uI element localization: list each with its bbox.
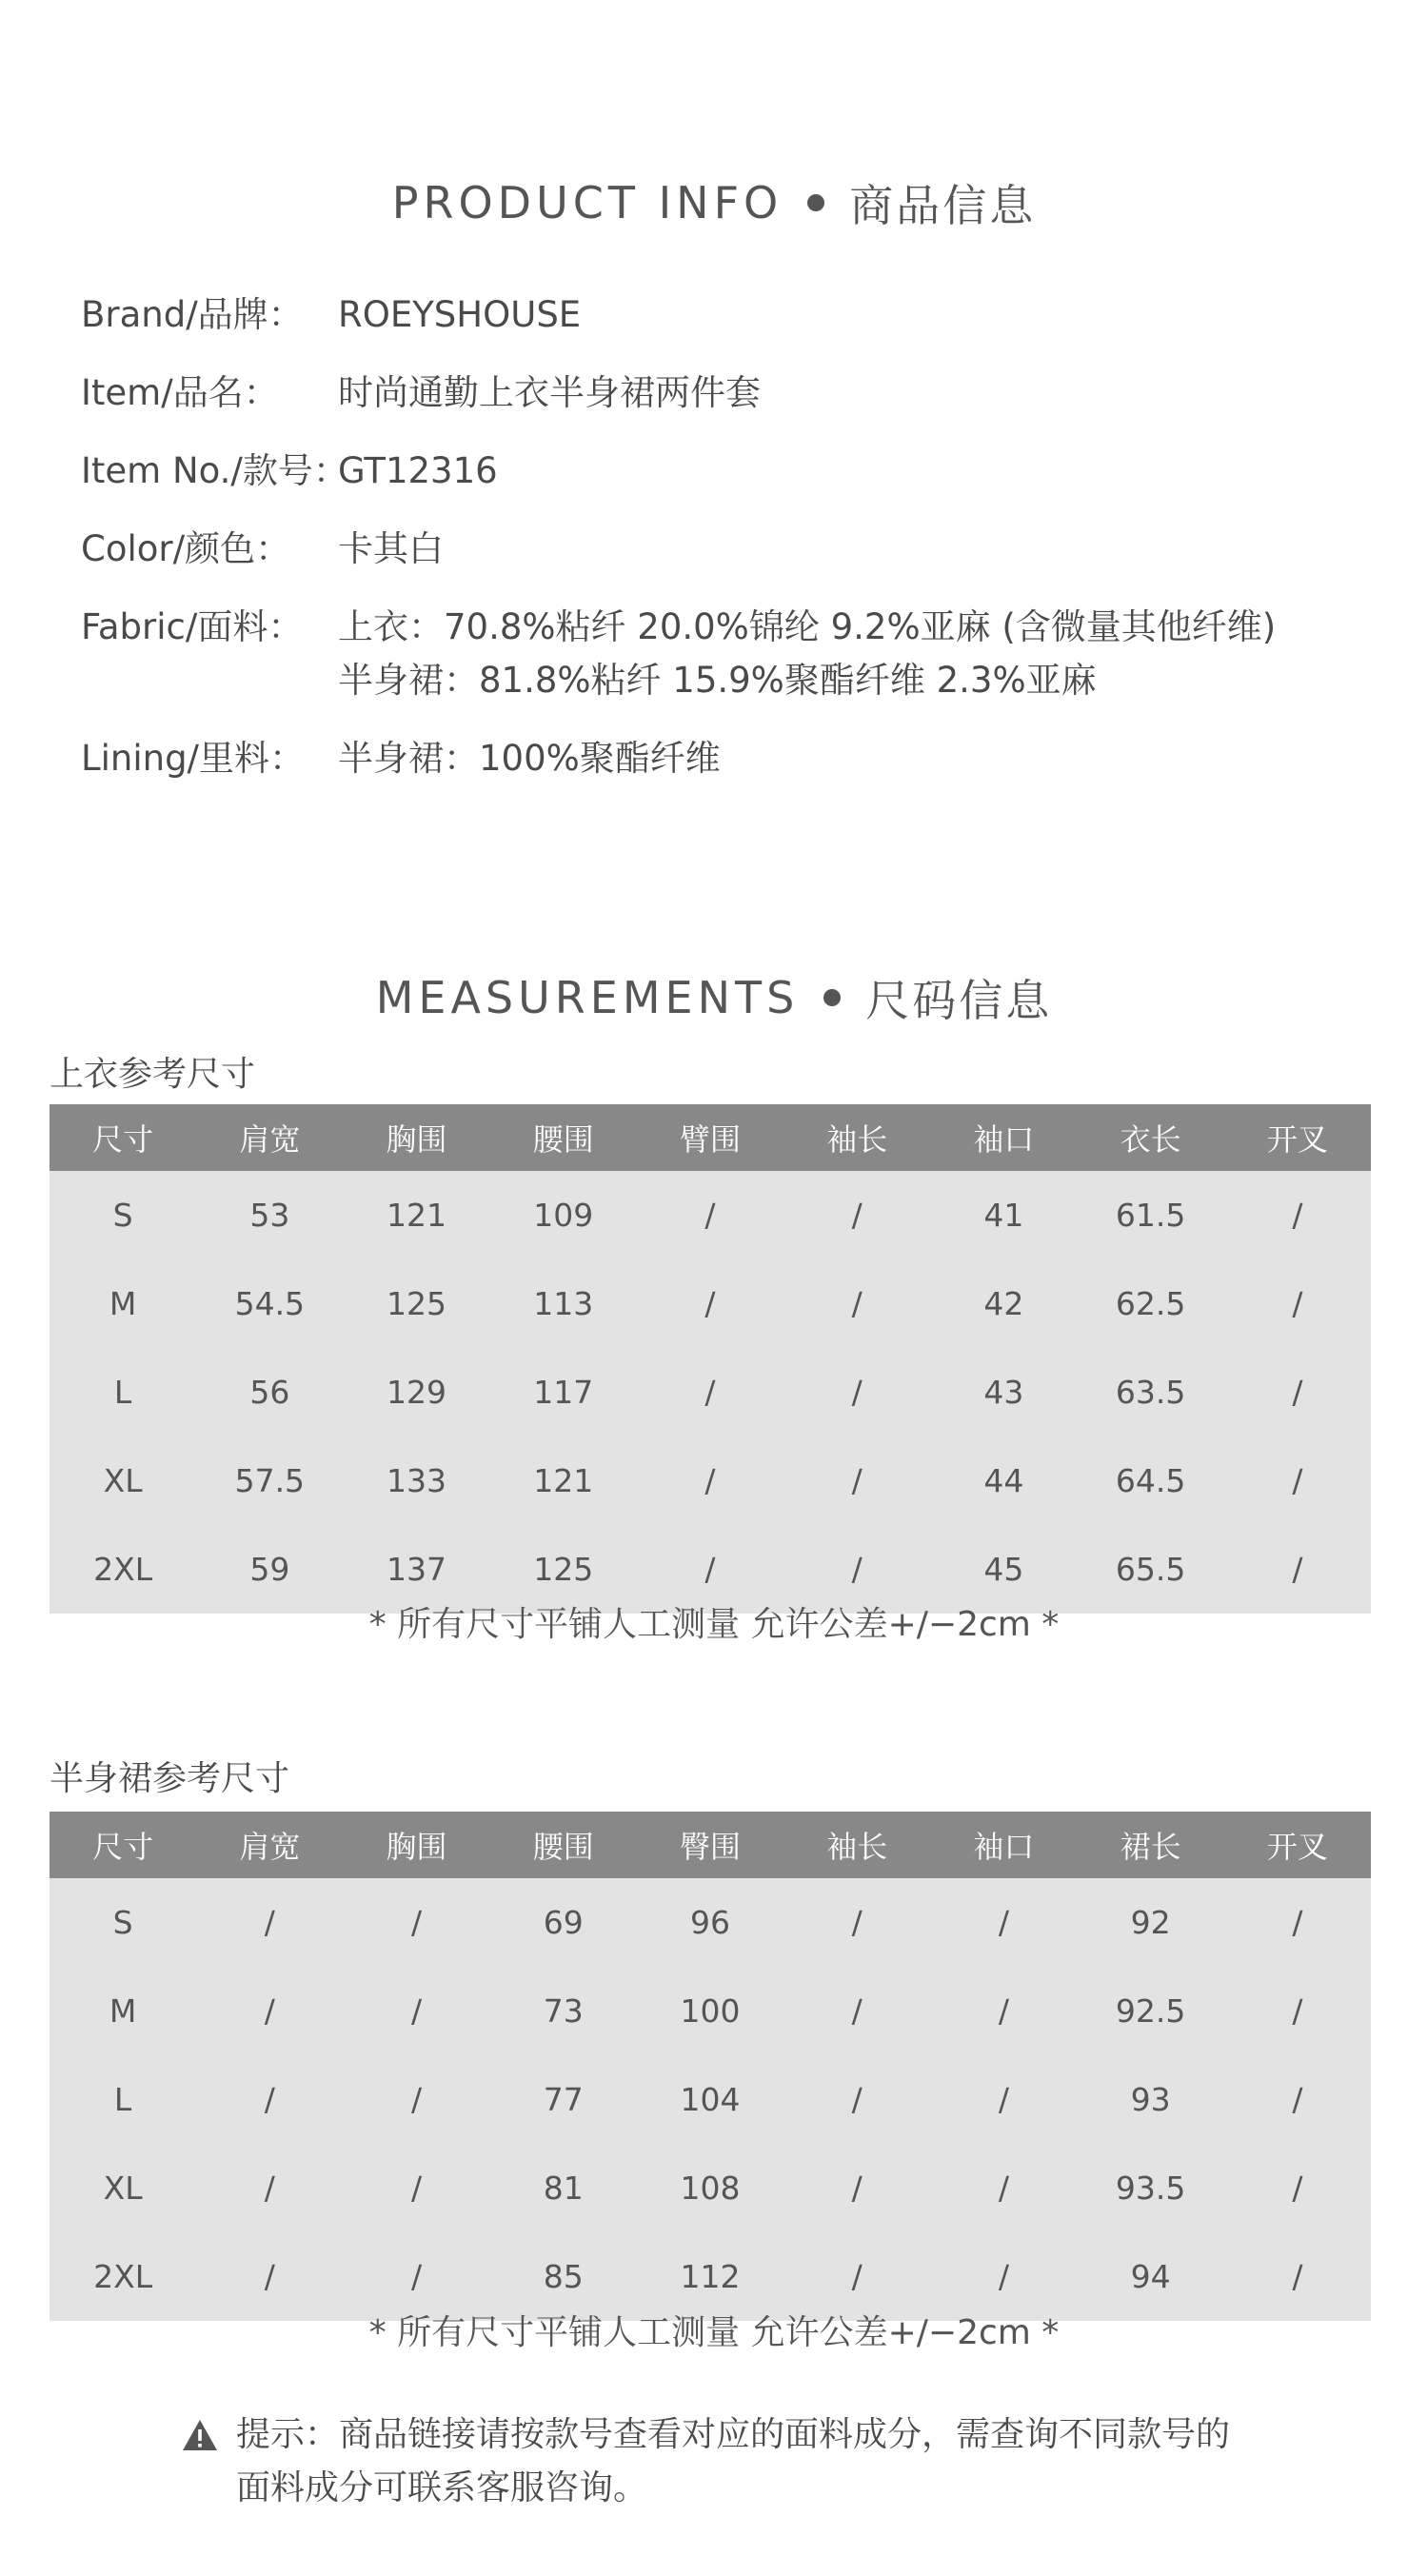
table-cell: 63.5 xyxy=(1078,1348,1224,1437)
info-row xyxy=(81,451,1376,491)
top-table-caption: 上衣参考尺寸 xyxy=(50,1055,256,1094)
table-cell: 129 xyxy=(343,1348,489,1437)
table-header-cell: 尺寸 xyxy=(50,1104,196,1171)
table-cell: / xyxy=(930,2232,1077,2321)
table-cell: 59 xyxy=(196,1525,343,1614)
table-header-cell: 肩宽 xyxy=(196,1104,343,1171)
table-cell: 62.5 xyxy=(1078,1259,1224,1348)
product-info-title-en: PRODUCT INFO xyxy=(391,177,783,228)
table-cell: 113 xyxy=(490,1259,637,1348)
table-cell: / xyxy=(783,2144,930,2232)
table-header-cell: 尺寸 xyxy=(50,1812,196,1878)
warning-icon xyxy=(181,2418,219,2452)
info-row xyxy=(81,529,1376,569)
table-cell: 42 xyxy=(930,1259,1077,1348)
table-row xyxy=(50,1437,1371,1525)
info-value-line: GT12316 xyxy=(338,450,498,491)
table-cell: 92 xyxy=(1078,1878,1224,1967)
info-label: Item No./款号： xyxy=(81,450,348,491)
table-row xyxy=(50,1348,1371,1437)
table-cell: 2XL xyxy=(50,1525,196,1614)
measurements-title xyxy=(0,966,1428,1029)
table-header-cell: 袖口 xyxy=(930,1104,1077,1171)
table-cell: / xyxy=(930,2055,1077,2144)
table-cell: / xyxy=(930,1878,1077,1967)
skirt-size-table xyxy=(50,1812,1371,2321)
table-cell: / xyxy=(783,1348,930,1437)
table-header-cell: 开叉 xyxy=(1224,1104,1371,1171)
table-cell: 54.5 xyxy=(196,1259,343,1348)
table-cell: L xyxy=(50,1348,196,1437)
table-cell: 125 xyxy=(490,1525,637,1614)
table-header-cell: 袖口 xyxy=(930,1812,1077,1878)
product-info-title xyxy=(0,171,1428,234)
table-cell: / xyxy=(196,2055,343,2144)
table-header-cell: 胸围 xyxy=(343,1104,489,1171)
table-cell: / xyxy=(343,1878,489,1967)
table-cell: / xyxy=(196,1967,343,2055)
table-cell: / xyxy=(637,1437,783,1525)
table-header-cell: 胸围 xyxy=(343,1812,489,1878)
table-cell: / xyxy=(637,1348,783,1437)
table-cell: / xyxy=(196,1878,343,1967)
info-label: Lining/里料： xyxy=(81,738,306,779)
top-size-table xyxy=(50,1104,1371,1614)
table-cell: 137 xyxy=(343,1525,489,1614)
table-cell: / xyxy=(783,1525,930,1614)
table-cell: 109 xyxy=(490,1171,637,1259)
table-cell: / xyxy=(783,1259,930,1348)
table-cell: / xyxy=(343,2144,489,2232)
table-cell: S xyxy=(50,1878,196,1967)
table-header-cell: 袖长 xyxy=(783,1812,930,1878)
table-cell: / xyxy=(1224,2144,1371,2232)
table-cell: 81 xyxy=(490,2144,637,2232)
table-cell: / xyxy=(783,1171,930,1259)
table-cell: XL xyxy=(50,1437,196,1525)
table-cell: / xyxy=(1224,2055,1371,2144)
table-cell: / xyxy=(343,1967,489,2055)
table-cell: 133 xyxy=(343,1437,489,1525)
table-cell: 69 xyxy=(490,1878,637,1967)
table-cell: / xyxy=(637,1259,783,1348)
tip-text xyxy=(236,2408,1283,2515)
table-cell: M xyxy=(50,1967,196,2055)
table-cell: 121 xyxy=(343,1171,489,1259)
info-value xyxy=(338,739,1376,779)
table-cell: 104 xyxy=(637,2055,783,2144)
table-cell: / xyxy=(1224,1878,1371,1967)
table-row xyxy=(50,1878,1371,1967)
table-cell: / xyxy=(1224,2232,1371,2321)
product-info-title-zh: 商品信息 xyxy=(849,180,1037,231)
skirt-table-caption: 半身裙参考尺寸 xyxy=(50,1759,290,1798)
table-header-cell: 臀围 xyxy=(637,1812,783,1878)
title-dot-icon xyxy=(807,194,824,211)
table-cell: / xyxy=(196,2232,343,2321)
info-row xyxy=(81,373,1376,413)
table-cell: 44 xyxy=(930,1437,1077,1525)
table-row xyxy=(50,2055,1371,2144)
info-row xyxy=(81,295,1376,335)
table-cell: / xyxy=(1224,1171,1371,1259)
title-dot-icon xyxy=(823,989,841,1006)
table-cell: XL xyxy=(50,2144,196,2232)
table-cell: / xyxy=(783,1967,930,2055)
table-cell: 96 xyxy=(637,1878,783,1967)
table-cell: / xyxy=(343,2232,489,2321)
table-cell: / xyxy=(783,2055,930,2144)
table-cell: 64.5 xyxy=(1078,1437,1224,1525)
table-cell: 92.5 xyxy=(1078,1967,1224,2055)
info-label: Color/颜色： xyxy=(81,528,291,569)
table-cell: 56 xyxy=(196,1348,343,1437)
info-value-line: ROEYSHOUSE xyxy=(338,294,582,335)
info-value xyxy=(338,373,1376,413)
table-cell: / xyxy=(930,2144,1077,2232)
table-cell: / xyxy=(1224,1525,1371,1614)
table-cell: / xyxy=(637,1171,783,1259)
table-cell: 121 xyxy=(490,1437,637,1525)
table-header-cell: 衣长 xyxy=(1078,1104,1224,1171)
info-value xyxy=(338,607,1376,701)
table-cell: / xyxy=(783,1878,930,1967)
table-cell: 61.5 xyxy=(1078,1171,1224,1259)
info-label: Brand/品牌： xyxy=(81,294,304,335)
table-cell: 65.5 xyxy=(1078,1525,1224,1614)
product-info-list xyxy=(81,295,1376,817)
table-cell: 57.5 xyxy=(196,1437,343,1525)
table-cell: L xyxy=(50,2055,196,2144)
table-cell: / xyxy=(783,1437,930,1525)
table-cell: M xyxy=(50,1259,196,1348)
info-value-line: 半身裙：100%聚酯纤维 xyxy=(338,738,721,779)
info-row xyxy=(81,739,1376,779)
table-header-cell: 腰围 xyxy=(490,1104,637,1171)
table-cell: 112 xyxy=(637,2232,783,2321)
info-value-line: 卡其白 xyxy=(338,528,444,569)
info-value xyxy=(338,451,1376,491)
table-header-cell: 肩宽 xyxy=(196,1812,343,1878)
table-cell: 41 xyxy=(930,1171,1077,1259)
table-cell: 45 xyxy=(930,1525,1077,1614)
info-label: Item/品名： xyxy=(81,372,279,413)
table-cell: / xyxy=(1224,1967,1371,2055)
table-cell: 73 xyxy=(490,1967,637,2055)
table-cell: 94 xyxy=(1078,2232,1224,2321)
table-header-row xyxy=(50,1104,1371,1171)
table-cell: 77 xyxy=(490,2055,637,2144)
top-table-note: * 所有尺寸平铺人工测量 允许公差+/−2cm * xyxy=(368,1605,1060,1644)
table-row xyxy=(50,1259,1371,1348)
table-cell: 125 xyxy=(343,1259,489,1348)
table-cell: 93 xyxy=(1078,2055,1224,2144)
table-cell: 93.5 xyxy=(1078,2144,1224,2232)
info-value xyxy=(338,529,1376,569)
table-header-cell: 裙长 xyxy=(1078,1812,1224,1878)
table-cell: 53 xyxy=(196,1171,343,1259)
table-cell: / xyxy=(1224,1348,1371,1437)
info-row xyxy=(81,607,1376,701)
table-row xyxy=(50,1967,1371,2055)
info-label: Fabric/面料： xyxy=(81,606,304,647)
info-value-line: 上衣：70.8%粘纤 20.0%锦纶 9.2%亚麻 (含微量其他纤维) xyxy=(338,606,1277,647)
table-cell: 117 xyxy=(490,1348,637,1437)
table-header-cell: 袖长 xyxy=(783,1104,930,1171)
table-cell: 2XL xyxy=(50,2232,196,2321)
skirt-table-note: * 所有尺寸平铺人工测量 允许公差+/−2cm * xyxy=(368,2313,1060,2352)
tip-line: 提示：商品链接请按款号查看对应的面料成分，需查询不同款号的 xyxy=(236,2415,1231,2454)
table-row xyxy=(50,1171,1371,1259)
table-cell: / xyxy=(930,1967,1077,2055)
table-cell: 43 xyxy=(930,1348,1077,1437)
table-cell: / xyxy=(343,2055,489,2144)
table-cell: / xyxy=(637,1525,783,1614)
measurements-title-en: MEASUREMENTS xyxy=(375,972,800,1023)
table-cell: 85 xyxy=(490,2232,637,2321)
table-cell: / xyxy=(783,2232,930,2321)
table-cell: / xyxy=(1224,1259,1371,1348)
info-value-line: 时尚通勤上衣半身裙两件套 xyxy=(338,372,761,413)
table-header-row xyxy=(50,1812,1371,1878)
table-cell: / xyxy=(1224,1437,1371,1525)
info-value-line: 半身裙：81.8%粘纤 15.9%聚酯纤维 2.3%亚麻 xyxy=(338,660,1097,701)
table-cell: 108 xyxy=(637,2144,783,2232)
table-header-cell: 开叉 xyxy=(1224,1812,1371,1878)
table-cell: S xyxy=(50,1171,196,1259)
table-row xyxy=(50,2144,1371,2232)
table-cell: / xyxy=(196,2144,343,2232)
measurements-title-zh: 尺码信息 xyxy=(865,975,1053,1026)
table-header-cell: 腰围 xyxy=(490,1812,637,1878)
info-value xyxy=(338,295,1376,335)
table-header-cell: 臂围 xyxy=(637,1104,783,1171)
table-cell: 100 xyxy=(637,1967,783,2055)
tip-line: 面料成分可联系客服咨询。 xyxy=(236,2468,648,2507)
